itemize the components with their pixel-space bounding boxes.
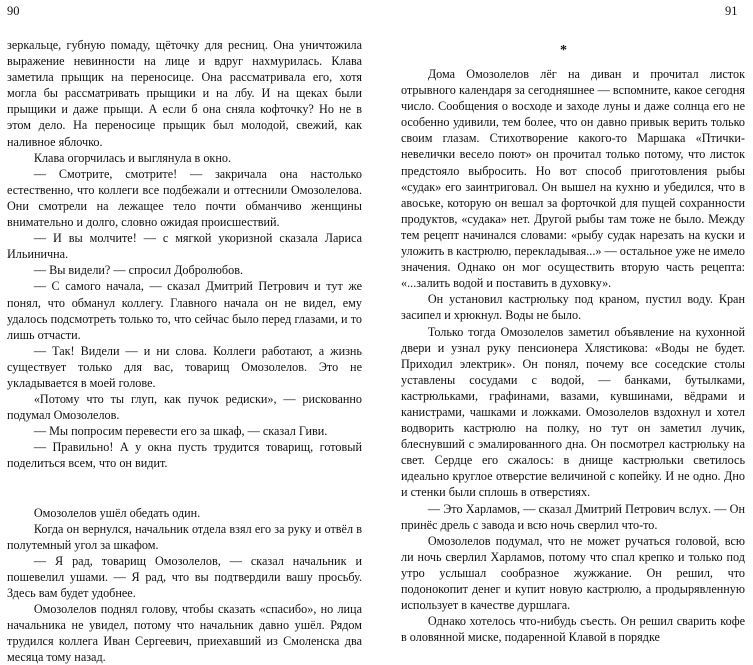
paragraph: зеркальце, губную помаду, щёточку для ресниц. Она уничтожила выражение невинности на лице и вдруг нахмурилась. Клава заметила прыщик на переносице. Она рассматривала его, хотя могла бы рассматривать прыщики и на лбу. И на щеках были прыщики и даже прыщи. А если б она сняла кофточку? Но не в этом дело. На переносице прыщик был молодой, свежий, как наливное яблочко. bbox=[7, 38, 362, 149]
paragraph: — Так! Видели — и ни слова. Коллеги работают, а жизнь существует только для вас, товарищ Омозолелов. Это не укладывается в моей голове. bbox=[7, 343, 362, 390]
right-page-text bbox=[401, 37, 745, 645]
paragraph: Омозолелов подумал, что не может ручаться головой, всю ли ночь сверлил Харламов, потому что спал крепко и только под утро услышал сообразное жужжание. Он решил, что подонокопит денег и купит новую кастрюлю, а продырявленную использует в качестве дуршлага. bbox=[401, 533, 745, 613]
paragraph: Клава огорчилась и выглянула в окно. bbox=[33, 150, 232, 165]
paragraph: — И вы молчите! — с мягкой укоризной сказала Лариса Ильинична. bbox=[7, 231, 362, 262]
paragraph: — Мы попросим перевести его за шкаф, — сказал Гиви. bbox=[33, 424, 328, 439]
paragraph: — Правильно! А у окна пусть трудится товарищ, готовый поделиться всем, что он видит. bbox=[7, 440, 362, 471]
paragraph: «Потому что ты глуп, как пучок редиски», — рискованно подумал Омозолелов. bbox=[7, 392, 362, 423]
paragraph: Когда он вернулся, начальник отдела взял его за руку и отвёл в полутемный угол за шкафом. bbox=[7, 521, 362, 552]
paragraph: — Смотрите, смотрите! — закричала она настолько естественно, что коллеги все подбежали и оттеснили Омозолелова. Они смотрели на лежащее тело почти обманчиво женщины внимательно и долго, словно ожидая происшествий. bbox=[7, 166, 362, 230]
paragraph: — Вы видели? — спросил Добролюбов. bbox=[33, 263, 244, 278]
paragraph: Только тогда Омозолелов заметил объявление на кухонной двери и узнал руку пенсионера Хлястикова: «Воды не будет. Приходил электрик». Он понял, почему все соседские столы уставлены сосудами с водой, — банками, бутылками, кастрюльками, графинами, вазами, кувшинами, вёдрами и канистрами, чашками и ложками. Омозолелов вздохнул и хотел водворить кастрюлю на полку, но тут он заметил лучик, блеснувший с эмалированного дна. Он посмотрел кастрюльку на свет. Сердце его сжалось: в днище кастрюльки светилось идеально круглое отверстие величиной с копейку. И не одно. Дно и стенки были сплошь в отверстиях. bbox=[401, 324, 745, 500]
right-page-number: 91 bbox=[725, 4, 738, 18]
paragraph: — Это Харламов, — сказал Дмитрий Петрович вслух. — Он принёс дрель с завода и всю ночь сверлил что-то. bbox=[401, 501, 745, 532]
paragraph: — С самого начала, — сказал Дмитрий Петрович и тут же понял, что обманул коллегу. Главного начала он не видел, ему удалось подсмотреть только то, что сейчас было перед глазами, и то лишь отчасти. bbox=[7, 279, 362, 342]
paragraph: Омозолелов поднял голову, чтобы сказать «спасибо», но лица начальника не увидел, потому что начальник давно ушёл. Рядом трудился коллега Иван Сергеевич, приехавший из Смоленска два месяца тому назад. bbox=[7, 602, 362, 665]
paragraph: Однако хотелось что-нибудь съесть. Он решил сварить кофе в оловянной миске, подаренной Клавой в порядке bbox=[401, 614, 745, 645]
paragraph: Дома Омозолелов лёг на диван и прочитал листок отрывного календаря за сегодняшнее — вспомните, какое сегодня число. Сообщения о восходе и заходе луны и даже солнца его не особенно удивили, тем более, что он давно привык верить только своим глазам. Стихотворение какого-то Маршака «Птички-невелички весело поют» он прочитал только потому, что листок предстояло выбросить. Но вот способ приготовления рыбы «судак» его заинтриговал. Он вышел на кухню и убедился, что в авоське, которую он вешал за форточкой для пущей сохранности продуктов, «судака» нет. Другой рыбы там тоже не было. Между тем рецепт начинался словами: «рыбу судак нарезать на куски и уложить в кастрюлю, перекладывая...» — остальное уже не имело значения. Однако он мог осуществить вторую часть рецепта: «...залить водой и поставить в духовку». bbox=[401, 67, 745, 291]
paragraph: — Я рад, товарищ Омозолелов, — сказал начальник и пошевелил ушами. — Я рад, что вы подтвердили вашу просьбу. Здесь вам будет удобнее. bbox=[7, 553, 362, 600]
paragraph: Омозолелов ушёл обедать один. bbox=[33, 505, 201, 520]
paragraph: Он установил кастрюльку под краном, пустил воду. Кран засипел и хрюкнул. Воды не было. bbox=[401, 292, 745, 323]
left-page-number: 90 bbox=[7, 4, 20, 18]
left-page-text bbox=[7, 37, 362, 665]
section-separator: * bbox=[560, 43, 567, 58]
